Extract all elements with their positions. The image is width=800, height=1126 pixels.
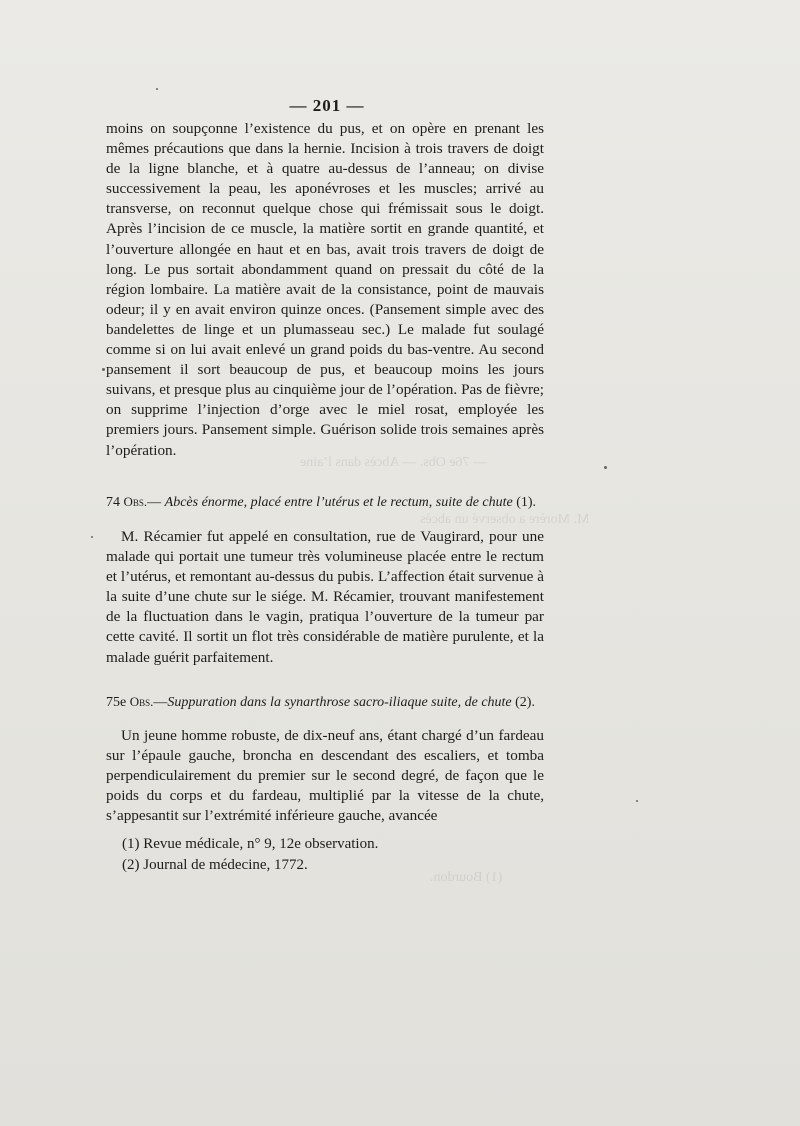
footnote-ref: (1). [512, 495, 537, 510]
paragraph-text: M. Récamier fut appelé en consultation, rue de Vaugirard, pour une malade qui portait une tumeur très volumineuse placée entre le rectum et l’utérus, et remontant au-dessus du pubis. L’affection était survenue à la suite d’une chute sur le siége. M. Récamier, trouvant manifestement de la fluctuation dans le vagin, pratiqua l’ouverture de la tumeur par cette cavité. Il sortit un flot très considérable de matière purulente, et la malade guérit parfaitement. [106, 528, 544, 666]
show-through-text: (1) Bourdon. [430, 870, 503, 885]
show-through-text: M. Morère a observé un abcès [420, 512, 590, 527]
heading-dash: — [153, 695, 168, 710]
footnote-ref: (2). [511, 695, 535, 710]
paragraph-text: Un jeune homme robuste, de dix-neuf ans, étant chargé d’un fardeau sur l’épaule gauche, broncha en descendant des escaliers, et tomba perpendiculairement du premier sur le second degré, de façon que le poids du corps et du fardeau, multiplié par la vitesse de la chute, s’appesantit sur l’extrémité inférieure gauche, avancée [106, 727, 544, 825]
observation-title: Suppuration dans la synarthrose sacro-iliaque suite, de chute [167, 695, 512, 710]
footnotes [122, 834, 552, 876]
paper-speck [91, 536, 93, 538]
observation-label: Obs. [129, 694, 154, 709]
paper-speck [102, 368, 105, 371]
observation-heading-75 [106, 693, 546, 712]
page-number: — 201 — [289, 96, 365, 115]
body-paragraph [106, 726, 544, 826]
paper-speck [156, 88, 158, 90]
observation-number: 74 [106, 495, 120, 510]
observation-label: Obs. [123, 494, 148, 509]
paper-speck [636, 800, 638, 802]
body-paragraph [106, 119, 544, 461]
footnote-2: (2) Journal de médecine, 1772. [122, 857, 308, 873]
paragraph-text: moins on soupçonne l’existence du pus, et on opère en prenant les mêmes précautions que dans la hernie. Incision à trois travers de doigt de la ligne blanche, et à quatre au-dessus de l’anneau; on divise successivement la peau, les aponévroses et les muscles; arrivé au transverse, on reconnut quelque chose qui frémissait sous le doigt. Après l’incision de ce muscle, la matière sortit en grande quantité, et l’ouverture allongée en haut et en bas, avait trois travers de doigt de long. Le pus sortait abondamment quand on pressait du côté de la région lombaire. La matière avait de la consistance, point de mauvais odeur; il y en avait environ quinze onces. (Pansement simple avec des bandelettes de linge et un plumasseau sec.) Le malade fut soulagé comme si on lui avait enlevé un grand poids du bas-ventre. Au second pansement il sort beaucoup de pus, et beaucoup moins les jours suivans, et presque plus au cinquième jour de l’opération. Pas de fièvre; on supprime l’injection d’orge avec le miel rosat, employée les premiers jours. Pansement simple. Guérison solide trois semaines après l’opération. [106, 120, 544, 459]
footnote-1: (1) Revue médicale, n° 9, 12e observation. [122, 836, 379, 852]
show-through-text: — 76e Obs. — Abcès dans l’aine [300, 455, 488, 470]
paper-speck [604, 466, 607, 469]
observation-number: 75e [106, 695, 127, 710]
body-paragraph [106, 527, 544, 668]
heading-dash: — [147, 495, 162, 510]
observation-title: Abcès énorme, placé entre l’utérus et le rectum, suite de chute [164, 495, 513, 510]
observation-heading-74 [106, 493, 546, 512]
